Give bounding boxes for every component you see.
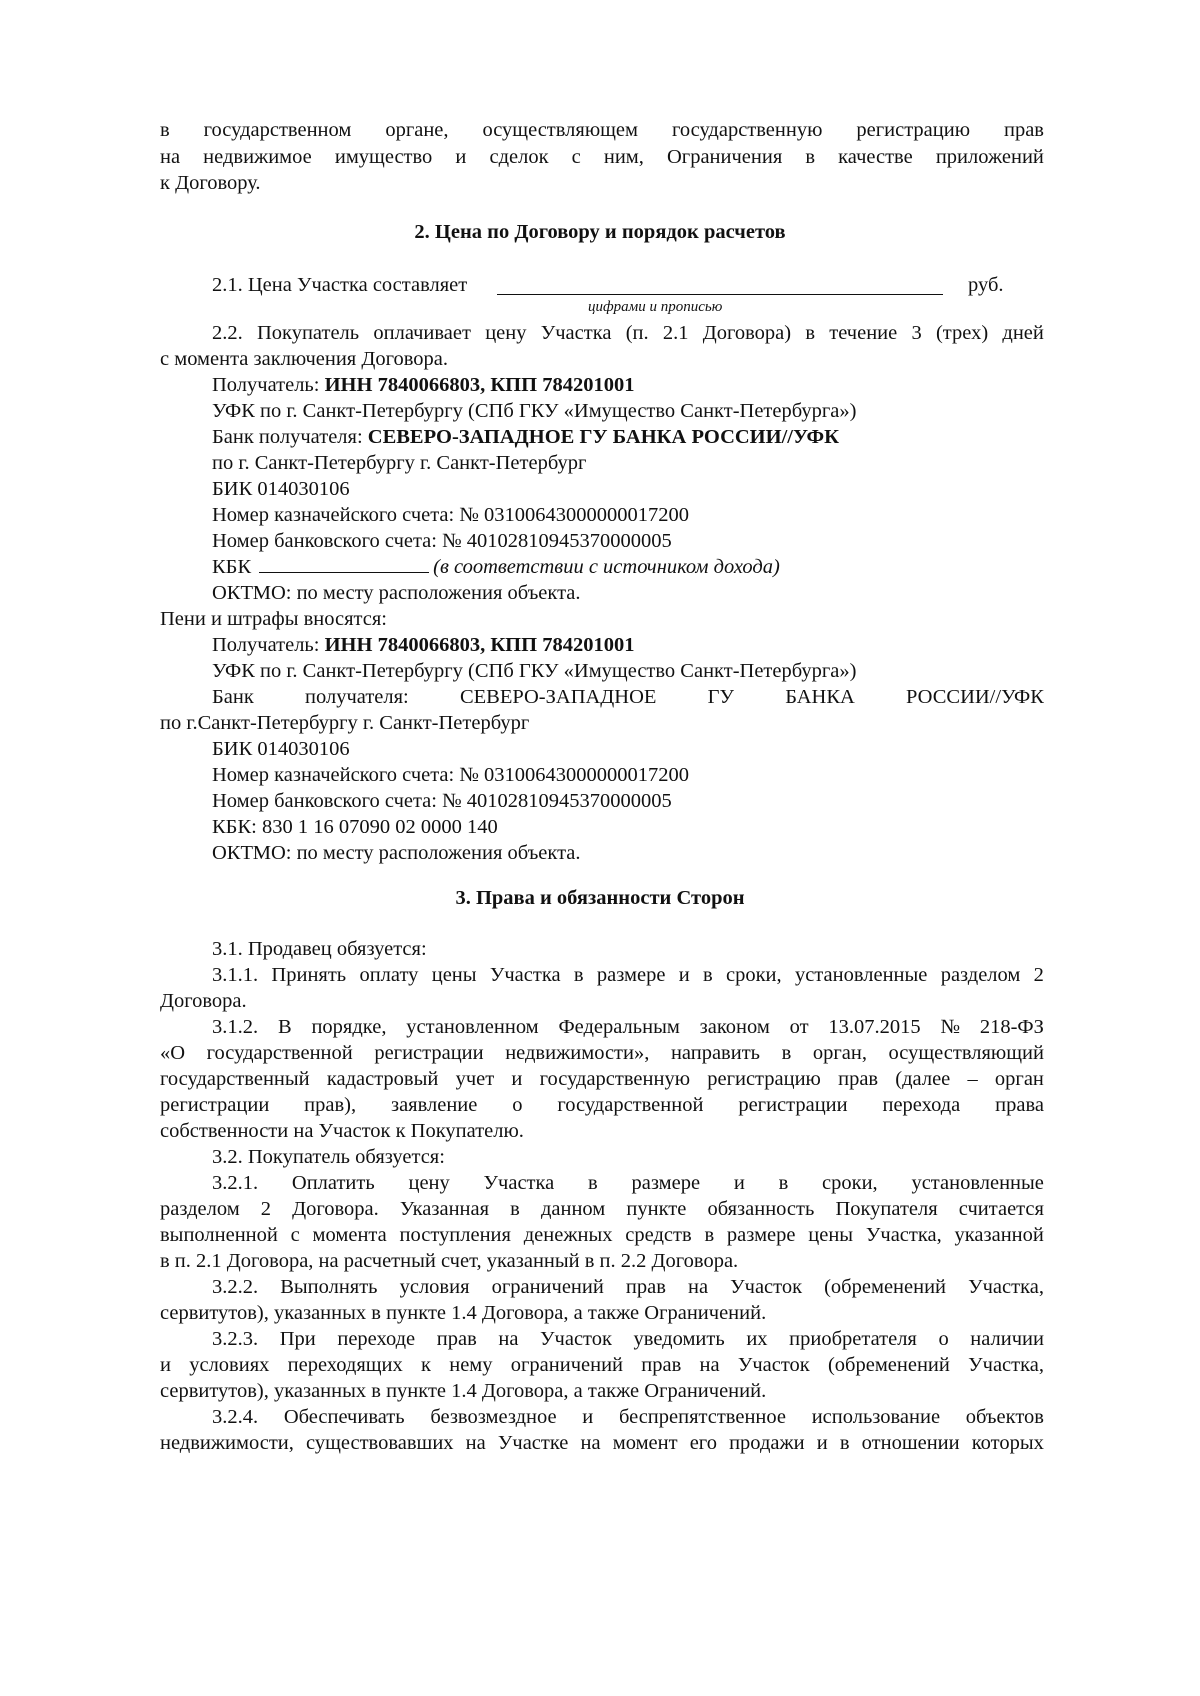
p323-line-3: сервитутов), указанных в пункте 1.4 Договора, а также Ограничений. <box>160 1380 767 1402</box>
word: выполненной <box>160 1224 278 1246</box>
word: цену <box>485 322 527 344</box>
p321-line-2 <box>160 1196 1044 1222</box>
section-2-heading: 2. Цена по Договору и порядок расчетов <box>414 221 786 243</box>
word: разделом <box>940 964 1021 986</box>
word: (трех) <box>935 322 989 344</box>
word: на <box>699 1354 720 1376</box>
payment-bank-city: по г. Санкт-Петербургу г. Санкт-Петербург <box>212 452 587 474</box>
price-label: 2.1. Цена Участка составляет <box>212 274 468 296</box>
word: в <box>805 146 816 168</box>
price-blank <box>497 278 943 295</box>
p322-line-2: сервитутов), указанных в пункте 1.4 Договора, а также Ограничений. <box>160 1302 767 1324</box>
word: кадастровый <box>326 1068 439 1090</box>
word: к <box>421 1354 431 1376</box>
intro-line-3: к Договору. <box>160 172 261 194</box>
p321-line-4: в п. 2.1 Договора, на расчетный счет, указанный в п. 2.2 Договора. <box>160 1250 739 1272</box>
word: и <box>733 1172 745 1194</box>
word: государственную <box>539 1068 691 1090</box>
word: государственном <box>203 119 352 141</box>
p312-line-1 <box>212 1014 1044 1040</box>
word: в <box>588 1172 598 1194</box>
word: условиях <box>189 1354 270 1376</box>
p323-line-1 <box>212 1326 1044 1352</box>
word: сроки, <box>822 1172 878 1194</box>
word: безвозмездное <box>430 1406 557 1428</box>
word: его <box>689 1432 717 1454</box>
word: условия <box>399 1276 470 1298</box>
word: оплачивает <box>373 322 471 344</box>
word: беспрепятственное <box>618 1406 786 1428</box>
penalties-bik: БИК 014030106 <box>212 738 350 760</box>
word: 3 <box>911 322 922 344</box>
penalties-bank-line <box>212 684 1044 710</box>
word: «О <box>160 1042 186 1064</box>
penalties-kbk: КБК: 830 1 16 07090 02 0000 140 <box>212 816 498 838</box>
p312-line-4 <box>160 1092 1044 1118</box>
p312-line-3 <box>160 1066 1044 1092</box>
p312-line-5: собственности на Участок к Покупателю. <box>160 1120 524 1142</box>
word: 13.07.2015 <box>828 1016 921 1038</box>
word: установленном <box>406 1016 539 1038</box>
word: имущество <box>334 146 433 168</box>
word: При <box>279 1328 316 1350</box>
word: 218-ФЗ <box>979 1016 1044 1038</box>
p22-line-2: с момента заключения Договора. <box>160 348 449 370</box>
word: Участка <box>489 964 561 986</box>
p324-line-1 <box>212 1404 1044 1430</box>
word: Участок <box>737 1354 810 1376</box>
word: размере <box>631 1172 701 1194</box>
word: размере <box>596 964 666 986</box>
word: Участка <box>540 322 612 344</box>
payment-bank-account: Номер банковского счета: № 40102810945370000005 <box>212 530 672 552</box>
price-caption: цифрами и прописью <box>588 299 723 315</box>
price-currency: руб. <box>968 274 1004 296</box>
word: 3.1.1. <box>212 964 259 986</box>
word: в <box>781 1042 792 1064</box>
word: установленные <box>794 964 928 986</box>
word: 3.1.2. <box>212 1016 259 1038</box>
word: с <box>290 1224 300 1246</box>
word: Обеспечивать <box>283 1406 405 1428</box>
word: в <box>839 1432 850 1454</box>
p311-line-1 <box>212 962 1044 988</box>
word: переходящих <box>287 1354 403 1376</box>
word: в <box>160 119 170 141</box>
p323-line-2 <box>160 1352 1044 1378</box>
word: регистрацию <box>707 1068 821 1090</box>
word: отношении <box>861 1432 960 1454</box>
word: Договора) <box>702 322 792 344</box>
penalties-oktmo: ОКТМО: по месту расположения объекта. <box>212 842 581 864</box>
intro-line-1 <box>160 117 1044 143</box>
word: обязанность <box>707 1198 815 1220</box>
word: приложений <box>935 146 1044 168</box>
word: и <box>455 146 467 168</box>
payment-ufk: УФК по г. Санкт-Петербургу (СПб ГКУ «Имущество Санкт-Петербурга») <box>212 400 857 422</box>
word: о <box>512 1094 523 1116</box>
word: получателя: <box>305 686 409 708</box>
word: с <box>571 146 581 168</box>
p22-line-1 <box>212 320 1044 346</box>
payment-kbk: КБК (в соответствии с источником дохода) <box>212 556 780 578</box>
word: Покупатель <box>256 322 360 344</box>
word: и <box>511 1068 523 1090</box>
word: государственную <box>671 119 823 141</box>
word: цены <box>431 964 477 986</box>
word: органе, <box>385 119 449 141</box>
word: на <box>465 1432 486 1454</box>
word: орган <box>994 1068 1044 1090</box>
word: заявление <box>390 1094 478 1116</box>
word: продажи <box>729 1432 805 1454</box>
word: Банк <box>212 686 254 708</box>
p31: 3.1. Продавец обязуется: <box>212 938 427 960</box>
word: и <box>160 1354 171 1376</box>
word: и <box>816 1432 828 1454</box>
penalties-bank-account: Номер банковского счета: № 40102810945370000005 <box>212 790 672 812</box>
word: В <box>277 1016 292 1038</box>
word: ограничений <box>491 1276 604 1298</box>
p321-line-1 <box>212 1170 1044 1196</box>
word: недвижимости, <box>160 1432 294 1454</box>
word: прав <box>1003 119 1044 141</box>
word: 3.2.3. <box>212 1328 259 1350</box>
word: (обременений <box>824 1276 947 1298</box>
word: Принять <box>271 964 347 986</box>
word: уведомить <box>633 1328 725 1350</box>
word: Покупателя <box>835 1198 938 1220</box>
word: Ограничения <box>666 146 783 168</box>
word: размере <box>726 1224 796 1246</box>
payment-oktmo: ОКТМО: по месту расположения объекта. <box>212 582 581 604</box>
p32: 3.2. Покупатель обязуется: <box>212 1146 445 1168</box>
word: их <box>746 1328 768 1350</box>
word: государственной <box>206 1042 353 1064</box>
word: прав <box>838 1068 879 1090</box>
payment-bank: Банк получателя: СЕВЕРО-ЗАПАДНОЕ ГУ БАНКА РОССИИ//УФК <box>212 426 839 448</box>
word: на <box>160 146 181 168</box>
word: установленные <box>911 1172 1044 1194</box>
word: ограничений <box>510 1354 624 1376</box>
word: момент <box>612 1432 678 1454</box>
word: № <box>940 1016 961 1038</box>
word: (обременений <box>827 1354 950 1376</box>
word: осуществляющий <box>888 1042 1044 1064</box>
word: данном <box>540 1198 606 1220</box>
word: 2 <box>260 1198 272 1220</box>
word: перехода <box>882 1094 961 1116</box>
penalties-treasury-account: Номер казначейского счета: № 03100643000000017200 <box>212 764 690 786</box>
word: в <box>704 1224 715 1246</box>
penalties-ufk: УФК по г. Санкт-Петербургу (СПб ГКУ «Имущество Санкт-Петербурга») <box>212 660 857 682</box>
word: пункте <box>626 1198 687 1220</box>
word: и <box>678 964 690 986</box>
section-3-heading: 3. Права и обязанности Сторон <box>455 887 745 909</box>
word: недвижимое <box>203 146 312 168</box>
word: Оплатить <box>291 1172 375 1194</box>
word: прав), <box>304 1094 357 1116</box>
word: Договора. <box>292 1198 379 1220</box>
word: денежных <box>523 1224 613 1246</box>
word: Участка, <box>968 1354 1044 1376</box>
word: в <box>703 964 713 986</box>
word: на <box>498 1328 519 1350</box>
word: регистрации <box>738 1094 848 1116</box>
word: цену <box>408 1172 450 1194</box>
penalties-recipient: Получатель: ИНН 7840066803, КПП 784201001 <box>212 634 635 656</box>
word: Участок <box>730 1276 803 1298</box>
p321-line-3 <box>160 1222 1044 1248</box>
word: государственный <box>160 1068 310 1090</box>
word: прав <box>625 1276 666 1298</box>
word: момента <box>312 1224 387 1246</box>
word: приобретателя <box>789 1328 917 1350</box>
word: регистрации <box>374 1042 484 1064</box>
word: дней <box>1002 322 1044 344</box>
word: РОССИИ//УФК <box>906 686 1044 708</box>
word: считается <box>958 1198 1044 1220</box>
word: государственной <box>557 1094 704 1116</box>
word: регистрации <box>160 1094 270 1116</box>
word: и <box>582 1406 594 1428</box>
p312-line-2 <box>160 1040 1044 1066</box>
word: течение <box>829 322 898 344</box>
word: (п. <box>625 322 649 344</box>
word: недвижимости», <box>505 1042 650 1064</box>
word: 3.2.2. <box>212 1276 259 1298</box>
word: регистрацию <box>856 119 971 141</box>
word: 3.2.1. <box>212 1172 259 1194</box>
word: в <box>778 1172 789 1194</box>
word: – <box>967 1068 978 1090</box>
word: нему <box>449 1354 493 1376</box>
word: существовавших <box>306 1432 454 1454</box>
word: на <box>580 1432 601 1454</box>
word: Участке <box>497 1432 569 1454</box>
word: прав <box>641 1354 682 1376</box>
kbk-blank <box>259 554 429 573</box>
word: БАНКА <box>785 686 855 708</box>
penalties-heading: Пени и штрафы вносятся: <box>160 608 387 630</box>
payment-bik: БИК 014030106 <box>212 478 350 500</box>
word: использование <box>811 1406 941 1428</box>
p311-line-2: Договора. <box>160 990 247 1012</box>
word: 2.2. <box>212 322 243 344</box>
p324-line-2 <box>160 1430 1044 1456</box>
word: (далее <box>895 1068 951 1090</box>
word: поступления <box>399 1224 511 1246</box>
word: Федеральным <box>558 1016 680 1038</box>
word: Указанная <box>399 1198 490 1220</box>
word: Участка, <box>968 1276 1044 1298</box>
payment-recipient: Получатель: ИНН 7840066803, КПП 784201001 <box>212 374 635 396</box>
word: ГУ <box>707 686 735 708</box>
word: Участка <box>483 1172 555 1194</box>
word: орган, <box>812 1042 867 1064</box>
word: цены <box>808 1224 854 1246</box>
word: качестве <box>838 146 913 168</box>
word: в <box>573 964 584 986</box>
word: СЕВЕРО-ЗАПАДНОЕ <box>459 686 657 708</box>
word: прав <box>436 1328 477 1350</box>
word: сделок <box>489 146 549 168</box>
word: Выполнять <box>280 1276 378 1298</box>
word: указанной <box>954 1224 1044 1246</box>
word: наличии <box>970 1328 1044 1350</box>
word: осуществляющем <box>482 119 639 141</box>
word: права <box>995 1094 1044 1116</box>
p322-line-1 <box>212 1274 1044 1300</box>
word: законом <box>699 1016 770 1038</box>
word: в <box>510 1198 520 1220</box>
word: о <box>938 1328 949 1350</box>
word: на <box>687 1276 709 1298</box>
word: порядке, <box>311 1016 387 1038</box>
word: направить <box>670 1042 761 1064</box>
word: 2.1 <box>662 322 689 344</box>
word: оплату <box>359 964 419 986</box>
penalties-bank-city: по г.Санкт-Петербургу г. Санкт-Петербург <box>160 712 530 734</box>
word: Участок <box>540 1328 612 1350</box>
word: переходе <box>337 1328 416 1350</box>
word: в <box>805 322 815 344</box>
word: сроки, <box>726 964 782 986</box>
word: 2 <box>1033 964 1044 986</box>
word: 3.2.4. <box>212 1406 259 1428</box>
word: от <box>789 1016 809 1038</box>
payment-treasury-account: Номер казначейского счета: № 03100643000000017200 <box>212 504 690 526</box>
word: ним, <box>603 146 644 168</box>
word: объектов <box>965 1406 1044 1428</box>
word: Участка, <box>865 1224 942 1246</box>
word: средств <box>625 1224 692 1246</box>
intro-line-2 <box>160 144 1044 170</box>
word: которых <box>971 1432 1044 1454</box>
word: разделом <box>160 1198 240 1220</box>
word: учет <box>455 1068 495 1090</box>
